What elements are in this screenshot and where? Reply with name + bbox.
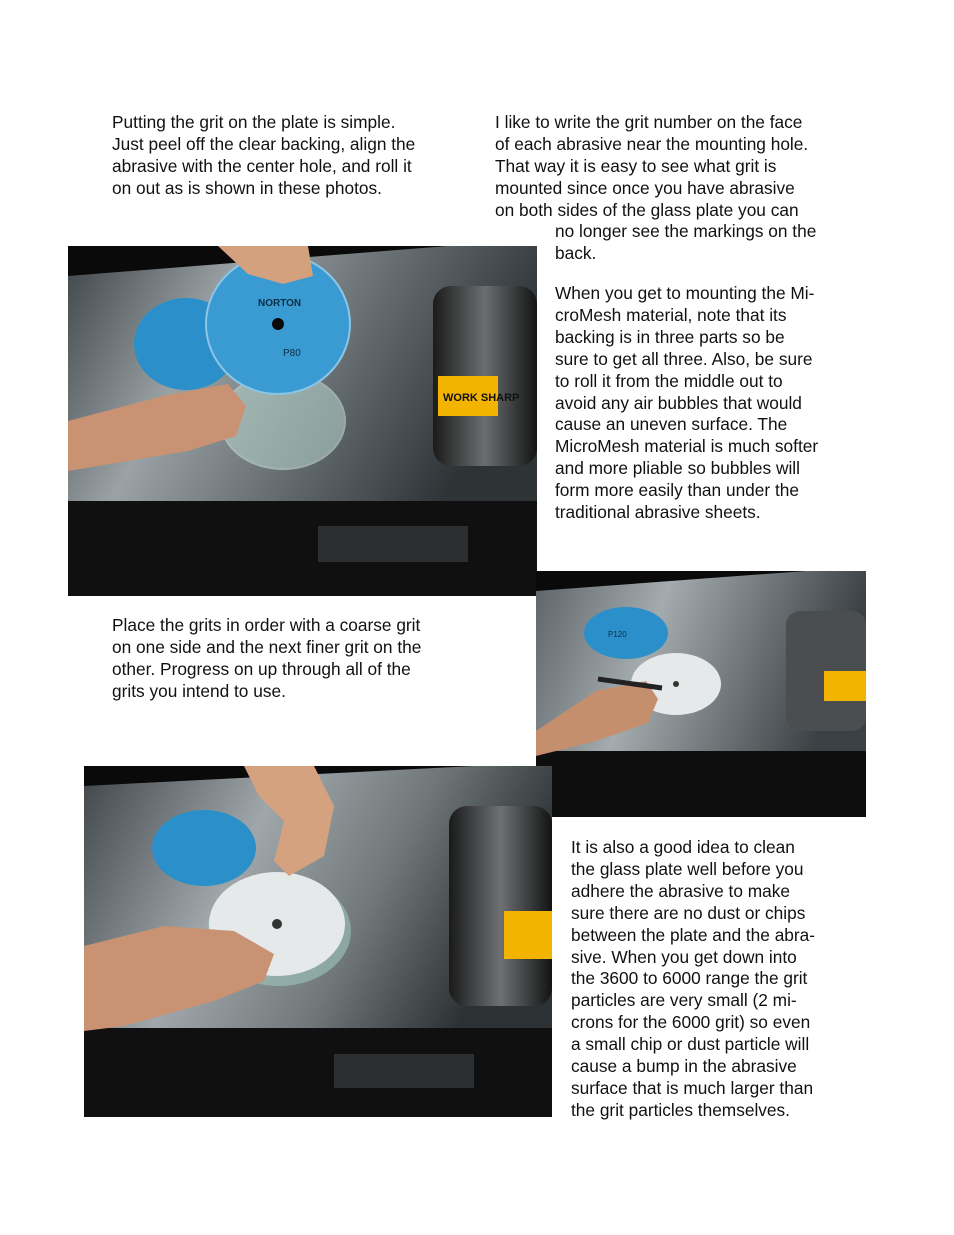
photo-peeling-backing <box>68 246 537 596</box>
disc-grit-label: P80 <box>283 348 301 359</box>
paragraph-write-grit-number-cont: no longer see the markings on the back. <box>555 221 817 263</box>
paragraph-micromesh-backing: When you get to mounting the Mi- croMesh material, note that its backing is in three parts so be sure to get all three. Also, be sure to roll it from the middle out to avoid any air bubbles that would cause an uneven surface. The MicroMesh material is much softer and more pliable so bubbles will form more easily than under the traditional abrasive sheets. <box>555 283 819 523</box>
disc-brand-label: NORTON <box>258 298 302 309</box>
paragraph-clean-glass: It is also a good idea to clean the glass plate well before you adhere the abrasive to make sure there are no dust or chips between the plate and the abra- sive. When you get down into the 3600 to 6000 range the grit particles are very small (2 mi- crons for the 6000 grit) so even a small chip or dust particle will cause a bump in the abrasive surface that is much larger than the grit particles themselves. <box>571 837 816 1120</box>
photo-marking-grit <box>536 571 866 817</box>
photo-rolling-abrasive <box>84 766 552 1117</box>
paragraph-mounting-intro: Putting the grit on the plate is simple. Just peel off the clear backing, align the abrasive with the center hole, and roll it on out as is shown in these photos. <box>112 112 416 198</box>
disc-grit-alt-label: P120 <box>608 630 627 639</box>
paragraph-write-grit-number: I like to write the grit number on the face of each abrasive near the mounting hole. That way it is easy to see what grit is mounted since once you have abrasive on both sides of the glass plate you can <box>495 112 809 220</box>
machine-brand-label: WORK SHARP <box>443 392 520 404</box>
paragraph-grit-order: Place the grits in order with a coarse grit on one side and the next finer grit on the other. Progress on up through all of the grits you intend to use. <box>112 615 422 701</box>
